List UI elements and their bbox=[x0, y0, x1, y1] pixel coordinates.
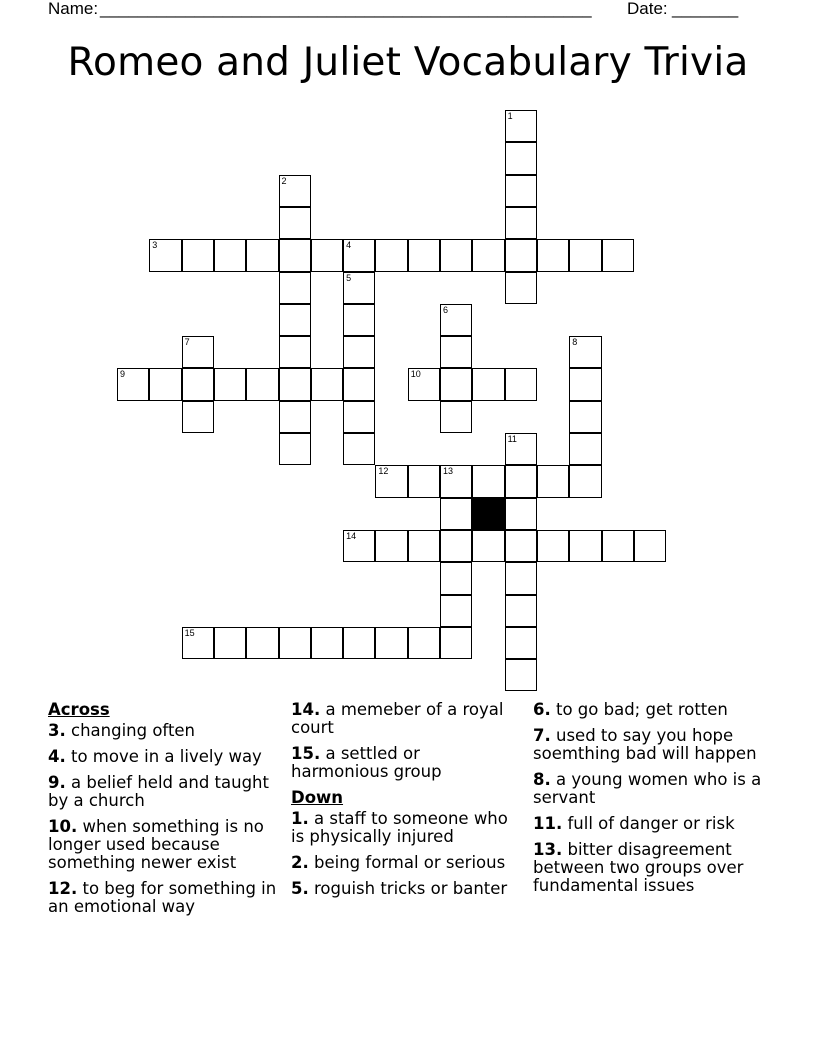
crossword-cell[interactable] bbox=[279, 175, 311, 207]
crossword-cell[interactable] bbox=[569, 401, 601, 433]
crossword-cell[interactable] bbox=[246, 239, 278, 271]
crossword-cell[interactable] bbox=[279, 336, 311, 368]
crossword-cell[interactable] bbox=[505, 142, 537, 174]
clue-number: 12 bbox=[378, 466, 389, 477]
crossword-cell[interactable] bbox=[505, 530, 537, 562]
crossword-cell[interactable] bbox=[408, 368, 440, 400]
crossword-cell[interactable] bbox=[375, 239, 407, 271]
crossword-cell[interactable] bbox=[472, 239, 504, 271]
clue-across-10: 10. when something is no longer used because something newer exist bbox=[48, 817, 264, 872]
crossword-cell[interactable] bbox=[375, 465, 407, 497]
date-blank[interactable]: _______ bbox=[672, 0, 739, 18]
clue-number: 11 bbox=[507, 434, 517, 444]
clue-across-4: 4. to move in a lively way bbox=[48, 747, 262, 766]
crossword-cell[interactable] bbox=[279, 401, 311, 433]
crossword-cell[interactable] bbox=[279, 433, 311, 465]
name-blank[interactable]: ____________________________________________________ bbox=[100, 0, 592, 18]
crossword-cell[interactable] bbox=[505, 659, 537, 691]
crossword-cell[interactable] bbox=[343, 272, 375, 304]
crossword-cell[interactable] bbox=[440, 530, 472, 562]
crossword-cell[interactable] bbox=[505, 498, 537, 530]
clue-across-15: 15. a settled or harmonious group bbox=[291, 744, 442, 781]
clue-down-11: 11. full of danger or risk bbox=[533, 814, 735, 833]
crossword-cell[interactable] bbox=[279, 239, 311, 271]
crossword-cell[interactable] bbox=[343, 304, 375, 336]
crossword-cell[interactable] bbox=[408, 627, 440, 659]
crossword-cell[interactable] bbox=[569, 465, 601, 497]
crossword-cell[interactable] bbox=[505, 368, 537, 400]
clue-down-6: 6. to go bad; get rotten bbox=[533, 700, 728, 719]
clue-across-3: 3. changing often bbox=[48, 721, 196, 740]
crossword-cell[interactable] bbox=[569, 530, 601, 562]
clue-number: 13 bbox=[443, 466, 454, 477]
crossword-cell[interactable] bbox=[602, 239, 634, 271]
crossword-cell[interactable] bbox=[634, 530, 666, 562]
crossword-cell[interactable] bbox=[537, 530, 569, 562]
crossword-cell[interactable] bbox=[602, 530, 634, 562]
clue-across-9: 9. a belief held and taught by a church bbox=[48, 773, 269, 810]
clue-down-2: 2. being formal or serious bbox=[291, 853, 506, 872]
crossword-cell[interactable] bbox=[343, 530, 375, 562]
crossword-cell[interactable] bbox=[182, 627, 214, 659]
crossword-cell[interactable] bbox=[505, 595, 537, 627]
clue-number: 2 bbox=[281, 175, 287, 186]
crossword-cell[interactable] bbox=[182, 336, 214, 368]
clue-down-7: 7. used to say you hope soemthing bad will happen bbox=[533, 726, 757, 763]
date-label: Date: bbox=[627, 0, 673, 18]
crossword-cell[interactable] bbox=[182, 401, 214, 433]
clue-number: 8 bbox=[572, 337, 578, 348]
crossword-cell[interactable] bbox=[408, 465, 440, 497]
crossword-cell[interactable] bbox=[472, 465, 504, 497]
clue-number: 1 bbox=[507, 111, 513, 121]
clue-number: 3 bbox=[152, 240, 158, 251]
crossword-cell[interactable] bbox=[182, 239, 214, 271]
crossword-cell[interactable] bbox=[311, 239, 343, 271]
crossword-cell[interactable] bbox=[440, 304, 472, 336]
crossword-cell[interactable] bbox=[279, 272, 311, 304]
crossword-cell[interactable] bbox=[440, 368, 472, 400]
crossword-cell[interactable] bbox=[279, 207, 311, 239]
crossword-cell[interactable] bbox=[440, 562, 472, 594]
crossword-cell[interactable] bbox=[375, 530, 407, 562]
crossword-cell[interactable] bbox=[311, 368, 343, 400]
crossword-cell[interactable] bbox=[440, 465, 472, 497]
clue-number: 14 bbox=[346, 530, 357, 541]
crossword-cell[interactable] bbox=[505, 110, 537, 142]
crossword-cell[interactable] bbox=[505, 465, 537, 497]
clue-number: 9 bbox=[120, 369, 126, 380]
crossword-cell[interactable] bbox=[440, 239, 472, 271]
crossword-cell[interactable] bbox=[149, 239, 181, 271]
crossword-cell[interactable] bbox=[440, 336, 472, 368]
crossword-cell[interactable] bbox=[440, 595, 472, 627]
clue-down-8: 8. a young women who is a servant bbox=[533, 770, 762, 807]
crossword-cell[interactable] bbox=[505, 207, 537, 239]
crossword-cell[interactable] bbox=[343, 433, 375, 465]
clue-number: 7 bbox=[184, 337, 190, 348]
clue-down-5: 5. roguish tricks or banter bbox=[291, 879, 508, 898]
clue-down-13: 13. bitter disagreement between two groups over fundamental issues bbox=[533, 840, 744, 895]
crossword-cell[interactable] bbox=[408, 530, 440, 562]
crossword-cell[interactable] bbox=[279, 627, 311, 659]
clue-number: 6 bbox=[443, 304, 449, 315]
clues-column-1 bbox=[48, 701, 278, 924]
crossword-cell[interactable] bbox=[182, 368, 214, 400]
crossword-cell[interactable] bbox=[569, 433, 601, 465]
clue-across-14: 14. a memeber of a royal court bbox=[291, 700, 504, 737]
crossword-cell[interactable] bbox=[214, 368, 246, 400]
crossword-cell[interactable] bbox=[408, 239, 440, 271]
crossword-cell[interactable] bbox=[537, 465, 569, 497]
crossword-cell[interactable] bbox=[343, 401, 375, 433]
crossword-cell[interactable] bbox=[279, 304, 311, 336]
crossword-cell[interactable] bbox=[117, 368, 149, 400]
crossword-cell[interactable] bbox=[279, 368, 311, 400]
crossword-cell[interactable] bbox=[505, 627, 537, 659]
clue-down-1: 1. a staff to someone who is physically injured bbox=[291, 809, 508, 846]
crossword-cell[interactable] bbox=[375, 627, 407, 659]
clue-number: 15 bbox=[184, 627, 195, 638]
crossword-cell[interactable] bbox=[246, 368, 278, 400]
page-title: Romeo and Juliet Vocabulary Trivia bbox=[67, 40, 749, 85]
clue-across-12: 12. to beg for something in an emotional way bbox=[48, 879, 277, 916]
clues-column-3 bbox=[533, 701, 773, 903]
crossword-cell[interactable] bbox=[149, 368, 181, 400]
crossword-cell[interactable] bbox=[472, 368, 504, 400]
crossword-cell[interactable] bbox=[505, 562, 537, 594]
crossword-cell[interactable] bbox=[343, 239, 375, 271]
crossword-cell[interactable] bbox=[440, 401, 472, 433]
name-label: Name: bbox=[48, 0, 103, 18]
crossword-cell[interactable] bbox=[537, 239, 569, 271]
down-heading: Down bbox=[291, 788, 344, 807]
clues-column-2 bbox=[291, 701, 521, 906]
crossword-cell[interactable] bbox=[214, 627, 246, 659]
crossword-cell[interactable] bbox=[569, 368, 601, 400]
crossword-cell[interactable] bbox=[343, 627, 375, 659]
clue-number: 5 bbox=[346, 272, 352, 283]
crossword-cell[interactable] bbox=[440, 498, 472, 530]
crossword-cell[interactable] bbox=[343, 336, 375, 368]
crossword-cell[interactable] bbox=[569, 239, 601, 271]
crossword-black-cell bbox=[472, 498, 504, 530]
across-heading: Across bbox=[48, 700, 110, 719]
crossword-cell[interactable] bbox=[311, 627, 343, 659]
crossword-cell[interactable] bbox=[440, 627, 472, 659]
crossword-cell[interactable] bbox=[343, 368, 375, 400]
crossword-cell[interactable] bbox=[569, 336, 601, 368]
clue-number: 10 bbox=[410, 369, 421, 380]
crossword-cell[interactable] bbox=[214, 239, 246, 271]
crossword-cell[interactable] bbox=[246, 627, 278, 659]
crossword-cell[interactable] bbox=[505, 433, 537, 465]
crossword-cell[interactable] bbox=[505, 239, 537, 271]
header-row bbox=[0, 0, 816, 22]
crossword-cell[interactable] bbox=[505, 175, 537, 207]
crossword-cell[interactable] bbox=[472, 530, 504, 562]
clue-number: 4 bbox=[346, 240, 352, 251]
crossword-cell[interactable] bbox=[505, 272, 537, 304]
